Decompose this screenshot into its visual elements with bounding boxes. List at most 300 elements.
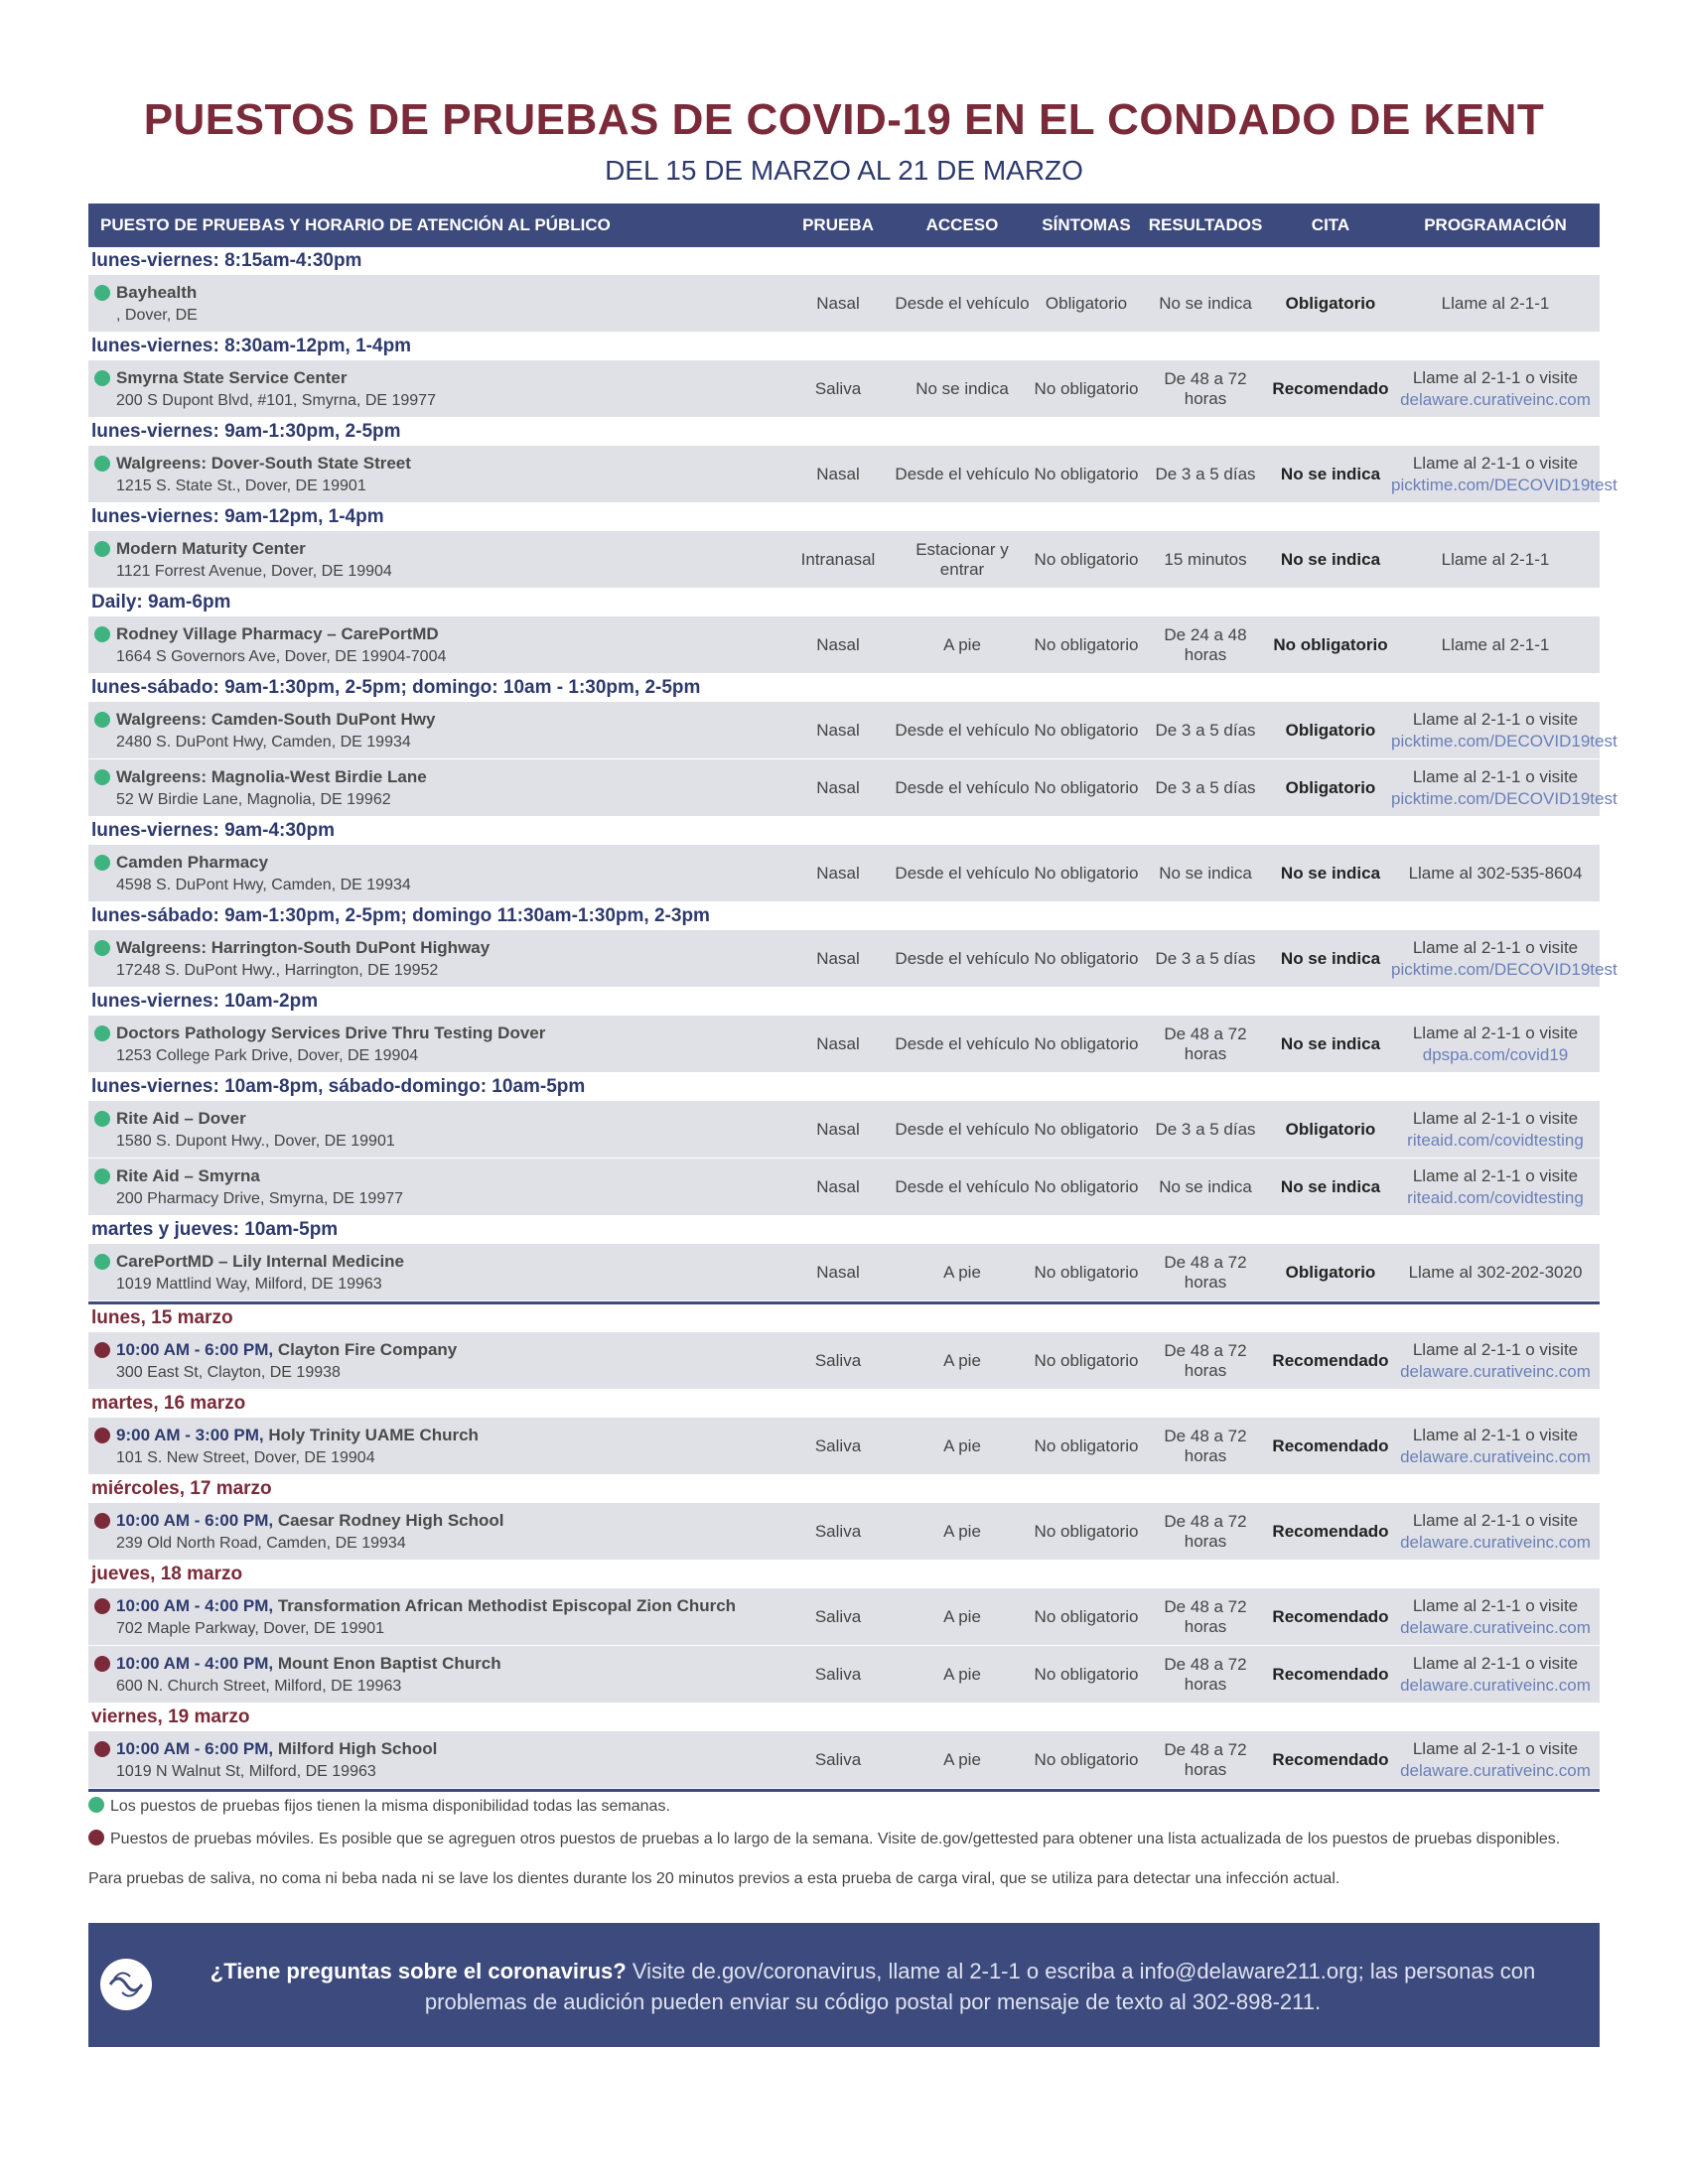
access-type: A pie xyxy=(943,1606,981,1626)
site-name: Rite Aid – Smyrna xyxy=(116,1165,260,1185)
appointment-status: Recomendado xyxy=(1272,1606,1389,1626)
appointment-status: No se indica xyxy=(1280,1033,1381,1053)
symptoms-required: No obligatorio xyxy=(1034,634,1139,654)
site-address: 17248 S. DuPont Hwy., Harrington, DE 19952 xyxy=(116,961,439,979)
scheduling-info xyxy=(1391,937,1618,981)
table-header xyxy=(88,204,1600,247)
fixed-site-dot-icon xyxy=(94,1168,110,1184)
schedule-heading: lunes-viernes: 9am-4:30pm xyxy=(91,820,335,841)
appointment-status: No se indica xyxy=(1280,464,1381,483)
symptoms-required: No obligatorio xyxy=(1034,1606,1139,1626)
test-type: Intranasal xyxy=(800,549,876,569)
site-address: 239 Old North Road, Camden, DE 19934 xyxy=(116,1534,406,1552)
saliva-note: Para pruebas de saliva, no coma ni beba nada ni se lave los dientes durante los 20 minutos previos a esta prueba de carga viral, que se utiliza para detectar una infección actual. xyxy=(88,1870,1340,1887)
site-address: 200 Pharmacy Drive, Smyrna, DE 19977 xyxy=(116,1189,404,1207)
site-info xyxy=(116,765,427,811)
scheduling-link[interactable]: delaware.curativeinc.com xyxy=(1400,1361,1591,1381)
test-type: Saliva xyxy=(814,1435,862,1455)
site-title-line xyxy=(116,622,446,645)
scheduling-instruction: Llame al 2-1-1 xyxy=(1441,293,1550,313)
site-cell xyxy=(88,452,783,497)
scheduling-info xyxy=(1391,549,1600,571)
schedule-heading: Daily: 9am-6pm xyxy=(91,592,231,613)
table-row xyxy=(88,759,1618,816)
results-time: De 3 a 5 días xyxy=(1155,464,1256,483)
site-address: , Dover, DE xyxy=(116,306,198,324)
schedule-heading: lunes, 15 marzo xyxy=(91,1307,233,1328)
appointment-status: No se indica xyxy=(1280,549,1381,569)
site-name: Bayhealth xyxy=(116,282,198,302)
test-type: Saliva xyxy=(814,1521,862,1541)
test-type: Saliva xyxy=(814,1350,862,1370)
site-cell xyxy=(88,366,783,412)
site-name: Doctors Pathology Services Drive Thru Testing Dover xyxy=(116,1023,546,1042)
fixed-site-dot-icon xyxy=(94,541,110,557)
scheduling-link[interactable]: dpspa.com/covid19 xyxy=(1422,1044,1569,1064)
appointment-status: Recomendado xyxy=(1272,1664,1389,1684)
scheduling-info xyxy=(1391,1262,1600,1284)
symptoms-required: No obligatorio xyxy=(1034,1435,1139,1455)
results-time: No se indica xyxy=(1159,293,1252,313)
site-title-line xyxy=(116,1164,403,1187)
table-row xyxy=(88,1101,1600,1158)
site-title-line xyxy=(116,765,427,788)
scheduling-instruction: Llame al 2-1-1 o visite xyxy=(1412,1023,1579,1042)
site-name: Rodney Village Pharmacy – CarePortMD xyxy=(116,623,439,643)
scheduling-info xyxy=(1391,1653,1600,1697)
schedule-heading: lunes-viernes: 9am-1:30pm, 2-5pm xyxy=(91,421,401,442)
scheduling-link[interactable]: delaware.curativeinc.com xyxy=(1400,389,1591,409)
site-name: Rite Aid – Dover xyxy=(116,1108,246,1128)
site-title-line xyxy=(116,1652,501,1675)
table-row xyxy=(88,446,1618,502)
scheduling-info xyxy=(1391,293,1600,315)
scheduling-info xyxy=(1391,634,1600,656)
footer-question: ¿Tiene preguntas sobre el coronavirus? xyxy=(210,1959,627,1983)
site-time: 10:00 AM - 6:00 PM, xyxy=(116,1738,274,1758)
site-address: 1580 S. Dupont Hwy., Dover, DE 19901 xyxy=(116,1132,395,1150)
site-address: 1121 Forrest Avenue, Dover, DE 19904 xyxy=(116,562,392,580)
scheduling-instruction: Llame al 2-1-1 o visite xyxy=(1412,1653,1579,1673)
site-cell xyxy=(88,1509,783,1555)
scheduling-instruction: Llame al 2-1-1 xyxy=(1441,634,1550,654)
site-info xyxy=(116,1164,403,1210)
results-time: De 48 a 72 horas xyxy=(1164,1596,1247,1636)
scheduling-info xyxy=(1391,766,1618,810)
site-name: Walgreens: Harrington-South DuPont Highway xyxy=(116,937,491,957)
mobile-site-dot-icon xyxy=(94,1342,110,1358)
symptoms-required: No obligatorio xyxy=(1034,777,1139,797)
site-address: 1019 N Walnut St, Milford, DE 19963 xyxy=(116,1762,376,1780)
site-name: CarePortMD – Lily Internal Medicine xyxy=(116,1251,405,1271)
table-row xyxy=(88,1332,1600,1389)
access-type: A pie xyxy=(943,1749,981,1769)
mobile-site-dot-icon xyxy=(94,1656,110,1672)
fixed-site-dot-icon xyxy=(94,940,110,956)
header-access: ACCESO xyxy=(925,215,999,234)
appointment-status: Obligatorio xyxy=(1285,1119,1376,1139)
table-row xyxy=(88,1588,1600,1645)
access-type: No se indica xyxy=(915,378,1009,398)
test-type: Saliva xyxy=(814,1664,862,1684)
schedule-heading: lunes-viernes: 10am-2pm xyxy=(91,991,319,1012)
scheduling-link[interactable]: delaware.curativeinc.com xyxy=(1400,1760,1591,1780)
site-info xyxy=(116,366,436,412)
scheduling-link[interactable]: delaware.curativeinc.com xyxy=(1400,1675,1591,1695)
appointment-status: Obligatorio xyxy=(1285,293,1376,313)
symptoms-required: No obligatorio xyxy=(1034,1350,1139,1370)
legend-mobile xyxy=(88,1830,1600,1848)
scheduling-instruction: Llame al 2-1-1 o visite xyxy=(1412,1510,1579,1530)
legend-fixed-text: Los puestos de pruebas fijos tienen la misma disponibilidad todas las semanas. xyxy=(110,1798,670,1815)
results-time: De 48 a 72 horas xyxy=(1164,368,1247,408)
scheduling-link[interactable]: delaware.curativeinc.com xyxy=(1400,1617,1591,1637)
green-dot-icon xyxy=(88,1797,104,1813)
schedule-heading: viernes, 19 marzo xyxy=(91,1706,250,1727)
fixed-site-dot-icon xyxy=(94,1111,110,1127)
access-type: Estacionar y entrar xyxy=(915,539,1009,579)
site-cell xyxy=(88,1250,783,1296)
appointment-status: Recomendado xyxy=(1272,1749,1389,1769)
site-name: Walgreens: Dover-South State Street xyxy=(116,453,411,473)
scheduling-instruction: Llame al 2-1-1 o visite xyxy=(1412,1425,1579,1444)
test-type: Nasal xyxy=(816,1176,860,1196)
scheduling-info xyxy=(1391,1425,1600,1468)
schedule-heading: miércoles, 17 marzo xyxy=(91,1478,272,1499)
results-time: No se indica xyxy=(1159,1176,1252,1196)
appointment-status: No se indica xyxy=(1280,863,1381,883)
site-time: 10:00 AM - 6:00 PM, xyxy=(116,1339,274,1359)
footer-contact-info: Visite de.gov/coronavirus, llame al 2-1-1 o escriba a info@delaware211.org; las personas con problemas de audición pueden enviar su código postal por mensaje de texto al 302-898-211. xyxy=(424,1959,1536,2014)
access-type: Desde el vehículo xyxy=(895,948,1030,968)
scheduling-instruction: Llame al 2-1-1 o visite xyxy=(1412,709,1579,729)
schedule-heading: lunes-sábado: 9am-1:30pm, 2-5pm; domingo 11:30am-1:30pm, 2-3pm xyxy=(91,905,710,926)
results-time: De 3 a 5 días xyxy=(1155,720,1256,740)
scheduling-instruction: Llame al 2-1-1 o visite xyxy=(1412,1339,1579,1359)
site-cell xyxy=(88,1424,783,1469)
test-type: Nasal xyxy=(816,1033,860,1053)
schedule-heading: lunes-viernes: 10am-8pm, sábado-domingo: 10am-5pm xyxy=(91,1076,586,1097)
site-info xyxy=(116,936,490,982)
scheduling-info xyxy=(1391,863,1600,885)
results-time: De 48 a 72 horas xyxy=(1164,1511,1247,1551)
site-title-line xyxy=(116,708,435,731)
site-info xyxy=(116,1250,404,1296)
testing-sites-table xyxy=(88,204,1618,1792)
symptoms-required: No obligatorio xyxy=(1034,1119,1139,1139)
symptoms-required: No obligatorio xyxy=(1034,378,1139,398)
site-address: 1664 S Governors Ave, Dover, DE 19904-7004 xyxy=(116,647,447,665)
appointment-status: Recomendado xyxy=(1272,1350,1389,1370)
site-title-line xyxy=(116,936,490,959)
site-title-line xyxy=(116,366,436,389)
header-test: PRUEBA xyxy=(802,215,874,234)
scheduling-info xyxy=(1391,367,1600,411)
site-address: 300 East St, Clayton, DE 19938 xyxy=(116,1363,341,1381)
scheduling-info xyxy=(1391,1595,1600,1639)
site-address: 1019 Mattlind Way, Milford, DE 19963 xyxy=(116,1275,382,1293)
site-address: 600 N. Church Street, Milford, DE 19963 xyxy=(116,1677,402,1695)
scheduling-instruction: Llame al 2-1-1 o visite xyxy=(1412,1108,1579,1128)
header-site: PUESTO DE PRUEBAS Y HORARIO DE ATENCIÓN AL PÚBLICO xyxy=(100,215,611,234)
results-time: De 48 a 72 horas xyxy=(1164,1024,1247,1063)
results-time: De 3 a 5 días xyxy=(1155,1119,1256,1139)
site-name: Camden Pharmacy xyxy=(116,852,269,872)
symptoms-required: No obligatorio xyxy=(1034,1262,1139,1282)
table-row xyxy=(88,1646,1600,1703)
schedule-heading: lunes-viernes: 8:30am-12pm, 1-4pm xyxy=(91,336,412,356)
fixed-site-dot-icon xyxy=(94,456,110,472)
legend-mobile-text: Puestos de pruebas móviles. Es posible que se agreguen otros puestos de pruebas a lo largo de la semana. Visite de.gov/gettested para obtener una lista actualizada de los puestos de pruebas disponibles. xyxy=(110,1831,1561,1847)
site-title-line xyxy=(116,1737,437,1760)
fixed-site-dot-icon xyxy=(94,285,110,301)
scheduling-instruction: Llame al 2-1-1 o visite xyxy=(1412,367,1579,387)
site-cell xyxy=(88,1107,783,1153)
site-address: 4598 S. DuPont Hwy, Camden, DE 19934 xyxy=(116,876,411,893)
symptoms-required: No obligatorio xyxy=(1034,549,1139,569)
site-info xyxy=(116,1509,504,1555)
site-name: Transformation African Methodist Episcopal Zion Church xyxy=(277,1595,737,1615)
scheduling-info xyxy=(1391,1510,1600,1554)
fixed-site-dot-icon xyxy=(94,855,110,871)
test-type: Saliva xyxy=(814,378,862,398)
access-type: A pie xyxy=(943,1435,981,1455)
scheduling-instruction: Llame al 2-1-1 o visite xyxy=(1412,1738,1579,1758)
schedule-heading: lunes-viernes: 9am-12pm, 1-4pm xyxy=(91,506,384,527)
symptoms-required: No obligatorio xyxy=(1034,1664,1139,1684)
access-type: A pie xyxy=(943,1350,981,1370)
page-title: PUESTOS DE PRUEBAS DE COVID-19 EN EL CONDADO DE KENT xyxy=(143,95,1545,144)
maroon-dot-icon xyxy=(88,1830,104,1845)
table-row xyxy=(88,1159,1600,1215)
site-name: Walgreens: Camden-South DuPont Hwy xyxy=(116,709,436,729)
site-time: 9:00 AM - 3:00 PM, xyxy=(116,1425,264,1444)
table-row xyxy=(88,1418,1600,1474)
scheduling-link[interactable]: picktime.com/DECOVID19test xyxy=(1391,731,1618,751)
site-cell xyxy=(88,1338,783,1384)
header-results: RESULTADOS xyxy=(1148,215,1263,234)
symptoms-required: No obligatorio xyxy=(1034,1749,1139,1769)
site-title-line xyxy=(116,281,198,304)
fixed-site-dot-icon xyxy=(94,769,110,785)
table-row xyxy=(88,930,1618,987)
site-info xyxy=(116,537,392,583)
access-type: Desde el vehículo xyxy=(895,720,1030,740)
fixed-site-dot-icon xyxy=(94,1254,110,1270)
results-time: De 3 a 5 días xyxy=(1155,777,1256,797)
scheduling-instruction: Llame al 302-535-8604 xyxy=(1408,863,1583,883)
scheduling-info xyxy=(1391,709,1618,752)
fixed-site-dot-icon xyxy=(94,370,110,386)
site-title-line xyxy=(116,1250,404,1273)
access-type: A pie xyxy=(943,634,981,654)
mobile-sites xyxy=(88,1304,1600,1788)
results-time: 15 minutos xyxy=(1164,549,1247,569)
access-type: Desde el vehículo xyxy=(895,464,1030,483)
table-row xyxy=(88,1016,1600,1072)
mobile-site-dot-icon xyxy=(94,1428,110,1443)
scheduling-info xyxy=(1391,1023,1600,1066)
site-title-line xyxy=(116,851,411,874)
site-name: Walgreens: Magnolia-West Birdie Lane xyxy=(116,766,427,786)
access-type: A pie xyxy=(943,1262,981,1282)
scheduling-link[interactable]: riteaid.com/covidtesting xyxy=(1407,1187,1584,1207)
scheduling-link[interactable]: picktime.com/DECOVID19test xyxy=(1391,788,1618,808)
site-title-line xyxy=(116,1509,504,1532)
site-info xyxy=(116,1107,395,1153)
appointment-status: Obligatorio xyxy=(1285,777,1376,797)
appointment-status: Recomendado xyxy=(1272,1521,1389,1541)
site-title-line xyxy=(116,537,392,560)
appointment-status: Recomendado xyxy=(1272,378,1389,398)
footer-banner xyxy=(88,1923,1600,2047)
table-row xyxy=(88,1244,1600,1300)
scheduling-instruction: Llame al 2-1-1 o visite xyxy=(1412,453,1579,473)
results-time: De 48 a 72 horas xyxy=(1164,1654,1247,1694)
mobile-site-dot-icon xyxy=(94,1741,110,1757)
symptoms-required: No obligatorio xyxy=(1034,1521,1139,1541)
site-cell xyxy=(88,851,783,896)
scheduling-instruction: Llame al 2-1-1 o visite xyxy=(1412,937,1579,957)
site-cell xyxy=(88,1022,783,1067)
scheduling-link[interactable]: delaware.curativeinc.com xyxy=(1400,1532,1591,1552)
scheduling-instruction: Llame al 2-1-1 o visite xyxy=(1412,1165,1579,1185)
access-type: Desde el vehículo xyxy=(895,863,1030,883)
scheduling-link[interactable]: delaware.curativeinc.com xyxy=(1400,1446,1591,1466)
results-time: De 48 a 72 horas xyxy=(1164,1252,1247,1292)
mobile-site-dot-icon xyxy=(94,1513,110,1529)
symptoms-required: No obligatorio xyxy=(1034,464,1139,483)
access-type: Desde el vehículo xyxy=(895,1033,1030,1053)
access-type: Desde el vehículo xyxy=(895,293,1030,313)
table-row xyxy=(88,531,1600,588)
fixed-site-dot-icon xyxy=(94,712,110,728)
scheduling-instruction: Llame al 2-1-1 o visite xyxy=(1412,766,1579,786)
appointment-status: Obligatorio xyxy=(1285,720,1376,740)
scheduling-info xyxy=(1391,1165,1600,1209)
site-address: 2480 S. DuPont Hwy, Camden, DE 19934 xyxy=(116,733,411,751)
symptoms-required: No obligatorio xyxy=(1034,948,1139,968)
site-name: Holy Trinity UAME Church xyxy=(268,1425,479,1444)
site-info xyxy=(116,1338,457,1384)
scheduling-info xyxy=(1391,1108,1600,1152)
site-time: 10:00 AM - 4:00 PM, xyxy=(116,1653,274,1673)
site-cell xyxy=(88,1737,783,1783)
results-time: De 24 a 48 horas xyxy=(1164,624,1247,664)
test-type: Nasal xyxy=(816,720,860,740)
site-address: 101 S. New Street, Dover, DE 19904 xyxy=(116,1448,375,1466)
results-time: De 48 a 72 horas xyxy=(1164,1340,1247,1380)
table-row xyxy=(88,360,1600,417)
site-info xyxy=(116,851,411,896)
access-type: Desde el vehículo xyxy=(895,777,1030,797)
test-type: Nasal xyxy=(816,634,860,654)
table-row xyxy=(88,616,1600,673)
schedule-heading: lunes-viernes: 8:15am-4:30pm xyxy=(91,250,362,271)
test-type: Saliva xyxy=(814,1606,862,1626)
appointment-status: Recomendado xyxy=(1272,1435,1389,1455)
test-type: Nasal xyxy=(816,777,860,797)
results-time: De 48 a 72 horas xyxy=(1164,1739,1247,1779)
site-info xyxy=(116,281,198,327)
site-cell xyxy=(88,765,783,811)
access-type: Desde el vehículo xyxy=(895,1119,1030,1139)
scheduling-info xyxy=(1391,453,1618,496)
table-row xyxy=(88,845,1600,901)
schedule-heading: martes, 16 marzo xyxy=(91,1393,246,1414)
fixed-site-dot-icon xyxy=(94,626,110,642)
header-symptoms: SÍNTOMAS xyxy=(1042,215,1131,234)
site-address: 52 W Birdie Lane, Magnolia, DE 19962 xyxy=(116,790,391,808)
site-cell xyxy=(88,537,783,583)
appointment-status: Obligatorio xyxy=(1285,1262,1376,1282)
access-type: A pie xyxy=(943,1521,981,1541)
site-address: 1253 College Park Drive, Dover, DE 19904 xyxy=(116,1046,419,1064)
site-title-line xyxy=(116,1338,457,1361)
table-bottom-rule xyxy=(88,1789,1600,1792)
scheduling-link[interactable]: riteaid.com/covidtesting xyxy=(1407,1130,1584,1150)
site-info xyxy=(116,622,446,668)
site-cell xyxy=(88,281,783,327)
schedule-heading: lunes-sábado: 9am-1:30pm, 2-5pm; domingo: 10am - 1:30pm, 2-5pm xyxy=(91,677,701,698)
table-row xyxy=(88,702,1618,758)
symptoms-required: No obligatorio xyxy=(1034,1033,1139,1053)
scheduling-link[interactable]: picktime.com/DECOVID19test xyxy=(1391,475,1618,494)
site-info xyxy=(116,452,411,497)
scheduling-instruction: Llame al 2-1-1 o visite xyxy=(1412,1595,1579,1615)
site-info xyxy=(116,1594,736,1640)
site-cell xyxy=(88,622,783,668)
footer-text xyxy=(168,1956,1578,2017)
scheduling-instruction: Llame al 302-202-3020 xyxy=(1408,1262,1583,1282)
test-type: Saliva xyxy=(814,1749,862,1769)
site-name: Modern Maturity Center xyxy=(116,538,306,558)
page-subtitle: DEL 15 DE MARZO AL 21 DE MARZO xyxy=(605,155,1083,186)
table-row xyxy=(88,1503,1600,1560)
scheduling-link[interactable]: picktime.com/DECOVID19test xyxy=(1391,959,1618,979)
scheduling-info xyxy=(1391,1738,1600,1782)
site-cell xyxy=(88,1652,783,1698)
site-name: Milford High School xyxy=(277,1738,438,1758)
site-info xyxy=(116,1737,437,1783)
site-info xyxy=(116,708,435,753)
access-type: Desde el vehículo xyxy=(895,1176,1030,1196)
site-cell xyxy=(88,1594,783,1640)
results-time: No se indica xyxy=(1159,863,1252,883)
site-name: Clayton Fire Company xyxy=(277,1339,458,1359)
site-title-line xyxy=(116,1424,479,1446)
site-address: 200 S Dupont Blvd, #101, Smyrna, DE 19977 xyxy=(116,391,436,409)
site-title-line xyxy=(116,1022,545,1044)
site-title-line xyxy=(116,1594,736,1617)
site-info xyxy=(116,1652,501,1698)
header-appointment: CITA xyxy=(1311,215,1350,234)
delaware-211-logo-icon xyxy=(100,1959,152,2010)
test-type: Nasal xyxy=(816,1262,860,1282)
appointment-status: No se indica xyxy=(1280,948,1381,968)
schedule-heading: martes y jueves: 10am-5pm xyxy=(91,1219,339,1240)
mobile-site-dot-icon xyxy=(94,1598,110,1614)
site-name: Smyrna State Service Center xyxy=(116,367,348,387)
site-time: 10:00 AM - 6:00 PM, xyxy=(116,1510,274,1530)
symptoms-required: No obligatorio xyxy=(1034,863,1139,883)
scheduling-instruction: Llame al 2-1-1 xyxy=(1441,549,1550,569)
test-type: Nasal xyxy=(816,464,860,483)
site-name: Caesar Rodney High School xyxy=(277,1510,504,1530)
fixed-site-dot-icon xyxy=(94,1025,110,1041)
site-time: 10:00 AM - 4:00 PM, xyxy=(116,1595,274,1615)
results-time: De 3 a 5 días xyxy=(1155,948,1256,968)
